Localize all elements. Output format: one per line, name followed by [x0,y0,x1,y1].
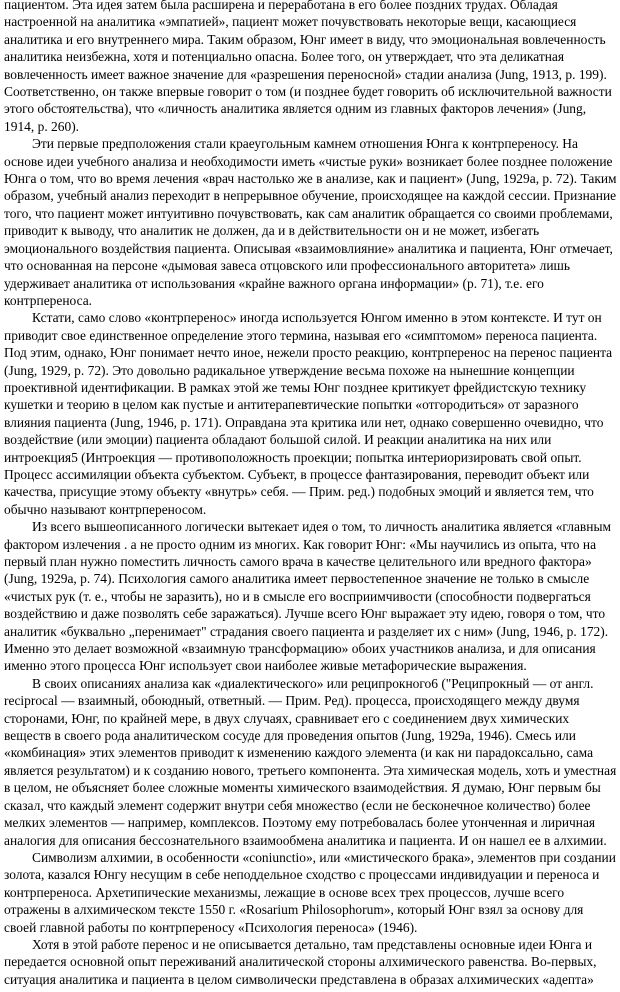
paragraph-7: Хотя в этой работе перенос и не описывается детально, там представлены основные идеи Юнга и передается основной опыт переживаний аналитической стороны алхимического равенства. Во-первых, ситуация аналитика и пациента в целом символически представлена в образах алхимических «адепта» [4,936,597,987]
paragraph-5: В своих описаниях анализа как «диалектического» или реципрокного6 ("Реципрокный — от англ. reciprocal — взаимный, обоюдный, ответный. — Прим. Ред). процесса, происходящего между двумя сторонами, Юнг, по крайней мере, в двух случаях, сравнивает его с соединением двух химических веществ в своего рода аналитическом сосуде для проведения опытов (Jung, 1929a, 1946). Смесь или «комбинация» этих элементов приводит к изменению каждого элемента (и как ни парадоксально, сама является результатом) и к созданию нового, третьего компонента. Эта химическая модель, хоть и уместная в целом, не объясняет более сложные моменты химического взаимодействия. Я думаю, Юнг первым бы сказал, что каждый элемент содержит внутри себя множество (если не бесконечное количество) более мелких элементов — например, комплексов. Поэтому ему потребовалась более утонченная и лиричная аналогия для описания бессознательного взаимообмена аналитика и пациента. И он нашел ее в алхимии. [4,675,617,848]
paragraph-6: Символизм алхимии, в особенности «coniunctio», или «мистического брака», элементов при создании золота, казался Юнгу несущим в себе неподдельное сходство с процессами индивидуации и переноса и контрпереноса. Архетипические механизмы, лежащие в основе всех трех процессов, лучше всего отражены в алхимическом тексте 1550 г. «Rosarium Philosophorum», который Юнг взял за основу для своей главной работы по контрпереносу «Психология переноса» (1946). [4,849,616,935]
paragraph-4: Из всего вышеописанного логически вытекает идея о том, то личность аналитика является «главным фактором излечения . а не просто одним из многих. Как говорит Юнг: «Мы научились из опыта, что на первый план нужно поместить личность самого врача в качестве целительного или вредного фактора» (Jung, 1929a, p. 74). Психология самого аналитика имеет первостепенное значение не только в смысле «чистых рук (т. е., чтобы не заразить), но и в смысле его восприимчивости (способности подвергаться воздействию и даже позволять себе заражаться). Лучше всего Юнг выражает эту идею, говоря о том, что аналитик «буквально „перенимает" страдания своего пациента и разделяет их с ним» (Jung, 1946, p. 172). Именно это делает возможной «взаимную трансформацию» обоих участников анализа, и для описания именно этого процесса Юнг использует свои наиболее живые метафорические выражения. [4,519,611,674]
paragraph-3: Кстати, само слово «контрперенос» иногда используется Юнгом именно в этом контексте. И тут он приводит свое единственное определение этого термина, называя его «симптомом» переноса пациента. Под этим, однако, Юнг понимает нечто иное, нежели просто реакцию, контрперенос на перенос пациента (Jung, 1929, p. 72). Это довольно радикальное утверждение весьма похоже на нынешние концепции проективной идентификации. В рамках этой же темы Юнг позднее критикует фрейдистскую технику кушетки и теорию в целом как пустые и антитерапевтические попытки «отгородиться» от заразного влияния пациента (Jung, 1946, p. 171). Оправдана эта критика или нет, однако совершенно очевидно, что воздействие (или эмоции) пациента обладают большой силой. И реакции аналитика на них или интроекция5 (Интроекция — противоположность проекции; попытка интериоризировать свой опыт. Процесс ассимиляции объекта субъектом. Субъект, в процессе фантазирования, переводит объект или качества, присущие этому объекту «внутрь» себя. — Прим. ред.) подобных эмоций и является тем, что обычно называют контрпереносом. [4,310,613,517]
paragraph-2: Эти первые предположения стали краеугольным камнем отношения Юнга к контрпереносу. На основе идеи учебного анализа и необходимости иметь «чистые руки» возникает более позднее положение Юнга о том, что во время лечения «врач настолько же в анализе, как и пациент» (Jung, 1929a, p. 72). Таким образом, учебный анализ переходит в непрерывное обучение, происходящее на каждой сессии. Признание того, что пациент может интуитивно почувствовать, как сам аналитик обращается со своими проблемами, приводит к выводу, что аналитик не должен, да и в действительности он и не может, избегать эмоционального воздействия пациента. Описывая «взаимовлияние» аналитика и пациента, Юнг отмечает, что основанная на персоне «дымовая завеса отцовского или профессионального авторитета» лишь удерживает аналитика от использования «крайне важного органа информации» (p. 71), т.е. его контрпереноса. [4,136,617,308]
paragraph-1: пациентом. Эта идея затем была расширена и переработана в его более поздних трудах. Обладая настроенной на аналитика «эмпатией», пациент может почувствовать некоторые вещи, касающиеся аналитика и его внутреннего мира. Таким образом, Юнг имеет в виду, что эмоциональная вовлеченность аналитика неизбежна, хотя и потенциально опасна. Более того, он утверждает, что эта деликатная вовлеченность имеет важное значение для «разрешения переносной» стадии анализа (Jung, 1913, p. 199). Соответственно, он также впервые говорит о том (и позднее будет говорить об исключительной важности этого обстоятельства), что «личность аналитика является одним из главных факторов лечения» (Jung, 1914, p. 260). [4,0,612,134]
